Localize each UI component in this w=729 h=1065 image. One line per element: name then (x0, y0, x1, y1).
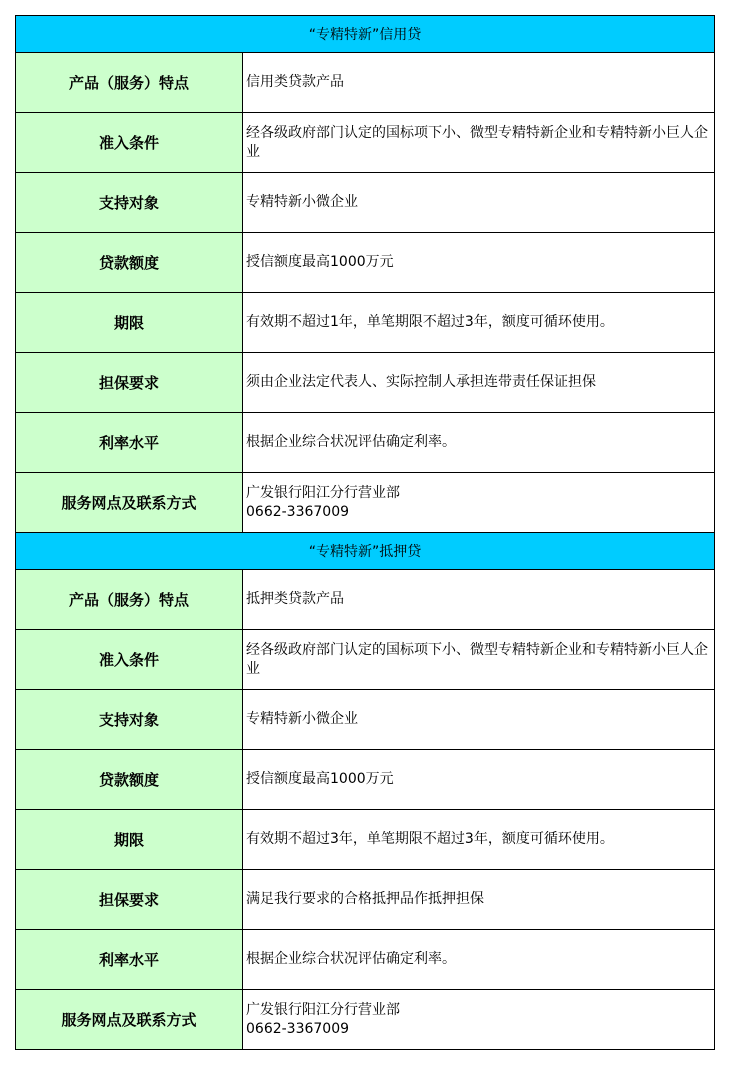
row-value (243, 930, 715, 990)
row-label: 期限 (16, 293, 243, 353)
row-label: 支持对象 (16, 173, 243, 233)
table-row (16, 353, 715, 413)
row-label: 期限 (16, 810, 243, 870)
table-row (16, 630, 715, 690)
section-title: “专精特新”信用贷 (16, 16, 715, 53)
section-header-row (16, 16, 715, 53)
row-label: 贷款额度 (16, 233, 243, 293)
row-value (243, 990, 715, 1050)
row-value-text: 经各级政府部门认定的国标项下小、微型专精特新企业和专精特新小巨人企业 (246, 641, 708, 677)
loan-products-table (15, 15, 715, 1050)
row-value-text: 授信额度最高1000万元 (246, 771, 394, 787)
row-value (243, 870, 715, 930)
table-row (16, 690, 715, 750)
row-value-text: 须由企业法定代表人、实际控制人承担连带责任保证担保 (246, 374, 596, 390)
row-value (243, 113, 715, 173)
table-row (16, 293, 715, 353)
table-body (16, 16, 715, 1050)
row-value (243, 293, 715, 353)
row-label: 服务网点及联系方式 (16, 990, 243, 1050)
row-value-text: 根据企业综合状况评估确定利率。 (246, 951, 456, 967)
row-value (243, 810, 715, 870)
row-label: 产品（服务）特点 (16, 570, 243, 630)
row-value-text: 广发银行阳江分行营业部 (246, 1001, 400, 1018)
table-row (16, 570, 715, 630)
row-value-text: 有效期不超过3年，单笔期限不超过3年，额度可循环使用。 (246, 831, 614, 847)
row-value-text: 有效期不超过1年，单笔期限不超过3年，额度可循环使用。 (246, 314, 614, 330)
row-label: 贷款额度 (16, 750, 243, 810)
row-value (243, 173, 715, 233)
row-value-text: 广发银行阳江分行营业部 (246, 484, 400, 501)
table-row (16, 113, 715, 173)
row-value (243, 473, 715, 533)
row-label: 支持对象 (16, 690, 243, 750)
row-label: 担保要求 (16, 353, 243, 413)
table-row (16, 870, 715, 930)
table-row (16, 53, 715, 113)
row-label: 准入条件 (16, 113, 243, 173)
row-label: 利率水平 (16, 930, 243, 990)
row-value (243, 570, 715, 630)
section-title: “专精特新”抵押贷 (16, 533, 715, 570)
row-label: 准入条件 (16, 630, 243, 690)
row-value-text: 根据企业综合状况评估确定利率。 (246, 434, 456, 450)
row-value (243, 53, 715, 113)
section-header-row (16, 533, 715, 570)
row-value (243, 233, 715, 293)
row-value-text: 信用类贷款产品 (246, 74, 344, 90)
table-row (16, 750, 715, 810)
row-value (243, 353, 715, 413)
row-label: 担保要求 (16, 870, 243, 930)
row-label: 产品（服务）特点 (16, 53, 243, 113)
table-row (16, 810, 715, 870)
table-row (16, 473, 715, 533)
row-value-text: 经各级政府部门认定的国标项下小、微型专精特新企业和专精特新小巨人企业 (246, 124, 708, 160)
row-value (243, 413, 715, 473)
contact-phone: 0662-3367009 (246, 1020, 350, 1037)
table-row (16, 233, 715, 293)
row-label: 利率水平 (16, 413, 243, 473)
table-row (16, 990, 715, 1050)
table-row (16, 930, 715, 990)
row-value (243, 630, 715, 690)
table-row (16, 413, 715, 473)
row-value-text: 授信额度最高1000万元 (246, 254, 394, 270)
contact-phone: 0662-3367009 (246, 503, 350, 520)
row-value (243, 690, 715, 750)
row-value-text: 抵押类贷款产品 (246, 591, 344, 607)
row-value (243, 750, 715, 810)
row-label: 服务网点及联系方式 (16, 473, 243, 533)
row-value-text: 满足我行要求的合格抵押品作抵押担保 (246, 891, 484, 907)
row-value-text: 专精特新小微企业 (246, 711, 358, 727)
row-value-text: 专精特新小微企业 (246, 194, 358, 210)
table-row (16, 173, 715, 233)
